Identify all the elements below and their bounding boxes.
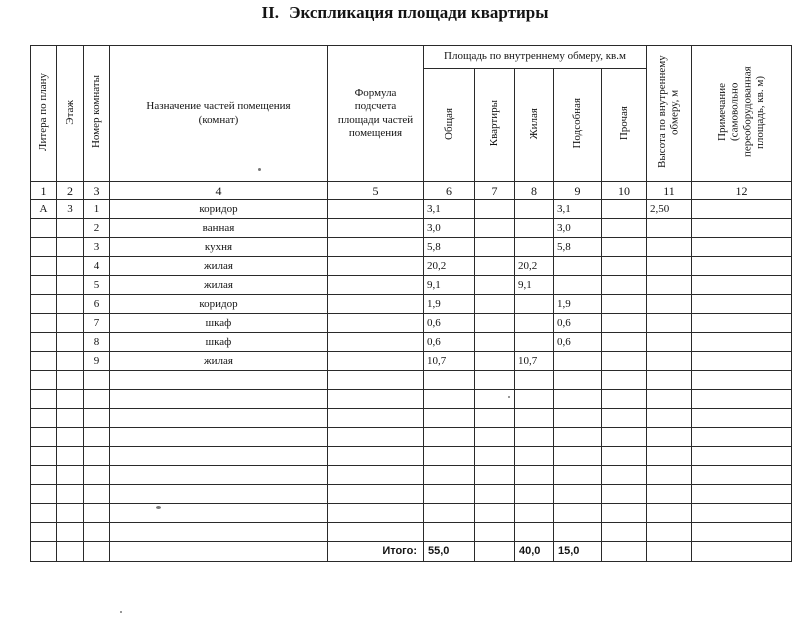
cell-area-auxiliary: 3,1 <box>554 200 602 219</box>
empty-cell <box>110 504 328 523</box>
empty-cell <box>647 466 692 485</box>
empty-cell <box>31 485 57 504</box>
empty-row <box>31 428 792 447</box>
cell-area-apartments <box>475 219 515 238</box>
empty-cell <box>692 485 792 504</box>
cell-area-living <box>515 238 554 257</box>
empty-cell <box>475 466 515 485</box>
cell-height <box>647 352 692 371</box>
empty-cell <box>475 390 515 409</box>
empty-cell <box>110 485 328 504</box>
empty-cell <box>647 542 692 562</box>
cell-area-other <box>602 238 647 257</box>
empty-cell <box>57 485 84 504</box>
cell-area-other <box>602 314 647 333</box>
cell-area-auxiliary: 5,8 <box>554 238 602 257</box>
cell-height <box>647 238 692 257</box>
cell-area-total: 20,2 <box>424 257 475 276</box>
table-row <box>31 238 792 257</box>
empty-cell <box>602 466 647 485</box>
empty-cell <box>554 409 602 428</box>
section-title: Экспликация площади квартиры <box>288 3 549 22</box>
cell-note <box>692 257 792 276</box>
totals-row <box>31 542 792 562</box>
cell-formula <box>328 314 424 333</box>
cell-height <box>647 333 692 352</box>
empty-cell <box>31 466 57 485</box>
cell-area-apartments <box>475 295 515 314</box>
empty-row <box>31 409 792 428</box>
empty-cell <box>84 542 110 562</box>
empty-cell <box>328 466 424 485</box>
empty-cell <box>647 504 692 523</box>
empty-row <box>31 504 792 523</box>
empty-cell <box>692 523 792 542</box>
header-area-group: Площадь по внутреннему обмеру, кв.м <box>424 46 647 69</box>
empty-cell <box>475 409 515 428</box>
cell-litera <box>31 352 57 371</box>
empty-cell <box>424 504 475 523</box>
cell-area-apartments <box>475 200 515 219</box>
empty-cell <box>328 447 424 466</box>
empty-cell <box>475 447 515 466</box>
cell-room-number: 2 <box>84 219 110 238</box>
empty-cell <box>328 390 424 409</box>
scan-speck <box>258 168 261 171</box>
cell-room-number: 4 <box>84 257 110 276</box>
cell-area-living: 20,2 <box>515 257 554 276</box>
cell-area-living <box>515 314 554 333</box>
cell-area-total: 0,6 <box>424 314 475 333</box>
empty-cell <box>515 447 554 466</box>
empty-cell <box>554 447 602 466</box>
empty-cell <box>424 523 475 542</box>
header-room-number: Номер комнаты <box>84 46 110 182</box>
empty-cell <box>554 390 602 409</box>
scan-speck <box>156 506 161 509</box>
empty-cell <box>647 428 692 447</box>
empty-cell <box>692 447 792 466</box>
column-index: 4 <box>110 182 328 200</box>
empty-cell <box>57 447 84 466</box>
cell-area-living: 9,1 <box>515 276 554 295</box>
empty-cell <box>328 504 424 523</box>
empty-cell <box>424 428 475 447</box>
cell-area-apartments <box>475 333 515 352</box>
empty-row <box>31 390 792 409</box>
cell-area-total: 0,6 <box>424 333 475 352</box>
empty-cell <box>424 409 475 428</box>
cell-area-auxiliary: 1,9 <box>554 295 602 314</box>
cell-area-apartments <box>475 276 515 295</box>
column-index: 1 <box>31 182 57 200</box>
empty-row <box>31 485 792 504</box>
cell-etazh <box>57 295 84 314</box>
table-row <box>31 257 792 276</box>
empty-cell <box>57 542 84 562</box>
cell-area-living: 10,7 <box>515 352 554 371</box>
cell-formula <box>328 276 424 295</box>
cell-litera <box>31 295 57 314</box>
empty-cell <box>692 466 792 485</box>
empty-cell <box>84 485 110 504</box>
column-index-row <box>31 182 792 200</box>
empty-cell <box>110 523 328 542</box>
empty-cell <box>647 409 692 428</box>
cell-area-living <box>515 333 554 352</box>
column-index: 10 <box>602 182 647 200</box>
cell-formula <box>328 219 424 238</box>
empty-cell <box>554 428 602 447</box>
empty-cell <box>647 371 692 390</box>
cell-note <box>692 219 792 238</box>
cell-area-living <box>515 295 554 314</box>
cell-room-name: жилая <box>110 276 328 295</box>
cell-height <box>647 219 692 238</box>
cell-area-apartments <box>475 352 515 371</box>
cell-height <box>647 295 692 314</box>
empty-cell <box>692 428 792 447</box>
empty-cell <box>31 390 57 409</box>
empty-cell <box>84 371 110 390</box>
empty-cell <box>692 390 792 409</box>
cell-area-living <box>515 219 554 238</box>
empty-cell <box>515 485 554 504</box>
table-row <box>31 200 792 219</box>
empty-row <box>31 523 792 542</box>
cell-area-total: 3,1 <box>424 200 475 219</box>
table-row <box>31 219 792 238</box>
cell-etazh <box>57 333 84 352</box>
cell-formula <box>328 295 424 314</box>
cell-height <box>647 257 692 276</box>
empty-cell <box>515 466 554 485</box>
column-index: 3 <box>84 182 110 200</box>
empty-row <box>31 466 792 485</box>
cell-room-number: 3 <box>84 238 110 257</box>
cell-etazh <box>57 238 84 257</box>
empty-cell <box>57 523 84 542</box>
empty-cell <box>515 371 554 390</box>
cell-area-other <box>602 276 647 295</box>
cell-litera <box>31 238 57 257</box>
cell-room-name: жилая <box>110 352 328 371</box>
cell-room-number: 1 <box>84 200 110 219</box>
empty-cell <box>554 504 602 523</box>
cell-room-name: ванная <box>110 219 328 238</box>
cell-area-total: 9,1 <box>424 276 475 295</box>
cell-area-auxiliary <box>554 276 602 295</box>
cell-room-name: коридор <box>110 200 328 219</box>
cell-litera: А <box>31 200 57 219</box>
empty-cell <box>31 428 57 447</box>
cell-etazh <box>57 276 84 295</box>
cell-litera <box>31 219 57 238</box>
empty-cell <box>602 523 647 542</box>
empty-cell <box>31 542 57 562</box>
empty-cell <box>475 371 515 390</box>
cell-area-apartments <box>475 314 515 333</box>
empty-cell <box>328 409 424 428</box>
empty-cell <box>602 428 647 447</box>
cell-area-auxiliary: 3,0 <box>554 219 602 238</box>
table-row <box>31 352 792 371</box>
empty-cell <box>475 542 515 562</box>
cell-room-name: жилая <box>110 257 328 276</box>
cell-area-other <box>602 295 647 314</box>
cell-area-total: 10,7 <box>424 352 475 371</box>
cell-litera <box>31 314 57 333</box>
cell-room-name: коридор <box>110 295 328 314</box>
empty-cell <box>602 409 647 428</box>
header-area-living: Жилая <box>515 69 554 182</box>
cell-note <box>692 333 792 352</box>
empty-cell <box>328 523 424 542</box>
empty-cell <box>84 523 110 542</box>
column-index: 11 <box>647 182 692 200</box>
cell-room-number: 5 <box>84 276 110 295</box>
empty-cell <box>692 409 792 428</box>
empty-cell <box>84 390 110 409</box>
empty-cell <box>84 504 110 523</box>
cell-room-number: 9 <box>84 352 110 371</box>
cell-height <box>647 276 692 295</box>
header-note: Примечание (самовольно переоборудованная площадь, кв. м) <box>692 46 792 182</box>
cell-area-apartments <box>475 238 515 257</box>
cell-room-number: 7 <box>84 314 110 333</box>
total-area-auxiliary: 15,0 <box>554 542 602 562</box>
cell-room-name: шкаф <box>110 314 328 333</box>
empty-cell <box>31 371 57 390</box>
cell-area-apartments <box>475 257 515 276</box>
empty-cell <box>602 542 647 562</box>
empty-cell <box>57 409 84 428</box>
cell-area-auxiliary: 0,6 <box>554 314 602 333</box>
cell-litera <box>31 276 57 295</box>
total-area-living: 40,0 <box>515 542 554 562</box>
empty-cell <box>475 428 515 447</box>
empty-cell <box>110 447 328 466</box>
header-formula: Формула подсчета площади частей помещения <box>328 46 424 182</box>
cell-formula <box>328 352 424 371</box>
empty-cell <box>515 390 554 409</box>
cell-area-total: 3,0 <box>424 219 475 238</box>
empty-cell <box>84 466 110 485</box>
cell-formula <box>328 200 424 219</box>
cell-note <box>692 295 792 314</box>
empty-cell <box>57 428 84 447</box>
empty-cell <box>424 447 475 466</box>
total-area-total: 55,0 <box>424 542 475 562</box>
column-index: 2 <box>57 182 84 200</box>
cell-etazh: 3 <box>57 200 84 219</box>
header-row-1 <box>31 46 792 69</box>
empty-cell <box>647 390 692 409</box>
document-title <box>0 3 810 23</box>
cell-formula <box>328 257 424 276</box>
empty-cell <box>515 504 554 523</box>
header-area-auxiliary: Подсобная <box>554 69 602 182</box>
cell-note <box>692 314 792 333</box>
empty-cell <box>31 409 57 428</box>
empty-cell <box>31 447 57 466</box>
cell-etazh <box>57 314 84 333</box>
empty-cell <box>602 485 647 504</box>
cell-height <box>647 314 692 333</box>
column-index: 12 <box>692 182 792 200</box>
cell-area-auxiliary <box>554 352 602 371</box>
empty-cell <box>424 466 475 485</box>
column-index: 6 <box>424 182 475 200</box>
empty-cell <box>110 428 328 447</box>
empty-cell <box>424 371 475 390</box>
cell-etazh <box>57 257 84 276</box>
cell-area-other <box>602 219 647 238</box>
cell-litera <box>31 333 57 352</box>
empty-cell <box>554 466 602 485</box>
cell-note <box>692 200 792 219</box>
empty-cell <box>647 485 692 504</box>
cell-area-total: 5,8 <box>424 238 475 257</box>
empty-cell <box>692 504 792 523</box>
cell-note <box>692 238 792 257</box>
cell-etazh <box>57 219 84 238</box>
header-litera: Литера по плану <box>31 46 57 182</box>
header-area-apartments: Квартиры <box>475 69 515 182</box>
header-purpose: Назначение частей помещения (комнат) <box>110 46 328 182</box>
empty-cell <box>424 485 475 504</box>
header-area-total: Общая <box>424 69 475 182</box>
cell-etazh <box>57 352 84 371</box>
totals-label: Итого: <box>328 542 424 562</box>
table-row <box>31 333 792 352</box>
empty-cell <box>554 523 602 542</box>
cell-formula <box>328 238 424 257</box>
table-row <box>31 276 792 295</box>
empty-cell <box>57 371 84 390</box>
header-height: Высота по внутреннему обмеру, м <box>647 46 692 182</box>
empty-cell <box>31 523 57 542</box>
cell-area-living <box>515 200 554 219</box>
cell-area-other <box>602 333 647 352</box>
empty-cell <box>328 428 424 447</box>
cell-area-auxiliary: 0,6 <box>554 333 602 352</box>
cell-area-other <box>602 352 647 371</box>
cell-area-auxiliary <box>554 257 602 276</box>
cell-litera <box>31 257 57 276</box>
empty-cell <box>110 466 328 485</box>
empty-cell <box>110 409 328 428</box>
empty-cell <box>475 485 515 504</box>
empty-cell <box>602 390 647 409</box>
empty-cell <box>57 466 84 485</box>
empty-cell <box>110 390 328 409</box>
cell-room-name: шкаф <box>110 333 328 352</box>
header-area-other: Прочая <box>602 69 647 182</box>
explication-table <box>30 45 792 562</box>
empty-cell <box>110 371 328 390</box>
empty-cell <box>554 485 602 504</box>
empty-cell <box>515 523 554 542</box>
empty-cell <box>84 447 110 466</box>
scan-speck <box>508 396 510 398</box>
table-row <box>31 295 792 314</box>
empty-cell <box>647 523 692 542</box>
cell-area-other <box>602 257 647 276</box>
empty-cell <box>31 504 57 523</box>
empty-cell <box>110 542 328 562</box>
empty-cell <box>647 447 692 466</box>
column-index: 5 <box>328 182 424 200</box>
cell-note <box>692 352 792 371</box>
empty-cell <box>424 390 475 409</box>
empty-row <box>31 447 792 466</box>
empty-cell <box>602 371 647 390</box>
empty-cell <box>328 485 424 504</box>
empty-cell <box>475 504 515 523</box>
section-number: II. <box>261 3 279 22</box>
cell-room-number: 8 <box>84 333 110 352</box>
cell-area-other <box>602 200 647 219</box>
empty-cell <box>328 371 424 390</box>
empty-cell <box>515 428 554 447</box>
empty-cell <box>475 523 515 542</box>
cell-room-number: 6 <box>84 295 110 314</box>
cell-area-total: 1,9 <box>424 295 475 314</box>
cell-height: 2,50 <box>647 200 692 219</box>
empty-row <box>31 371 792 390</box>
empty-cell <box>57 504 84 523</box>
cell-note <box>692 276 792 295</box>
cell-room-name: кухня <box>110 238 328 257</box>
empty-cell <box>692 371 792 390</box>
empty-cell <box>692 542 792 562</box>
empty-cell <box>84 428 110 447</box>
empty-cell <box>602 447 647 466</box>
empty-cell <box>602 504 647 523</box>
column-index: 9 <box>554 182 602 200</box>
table-row <box>31 314 792 333</box>
scan-speck <box>120 611 122 613</box>
empty-cell <box>515 409 554 428</box>
column-index: 7 <box>475 182 515 200</box>
cell-formula <box>328 333 424 352</box>
empty-cell <box>84 409 110 428</box>
empty-cell <box>57 390 84 409</box>
empty-cell <box>554 371 602 390</box>
header-etazh: Этаж <box>57 46 84 182</box>
column-index: 8 <box>515 182 554 200</box>
